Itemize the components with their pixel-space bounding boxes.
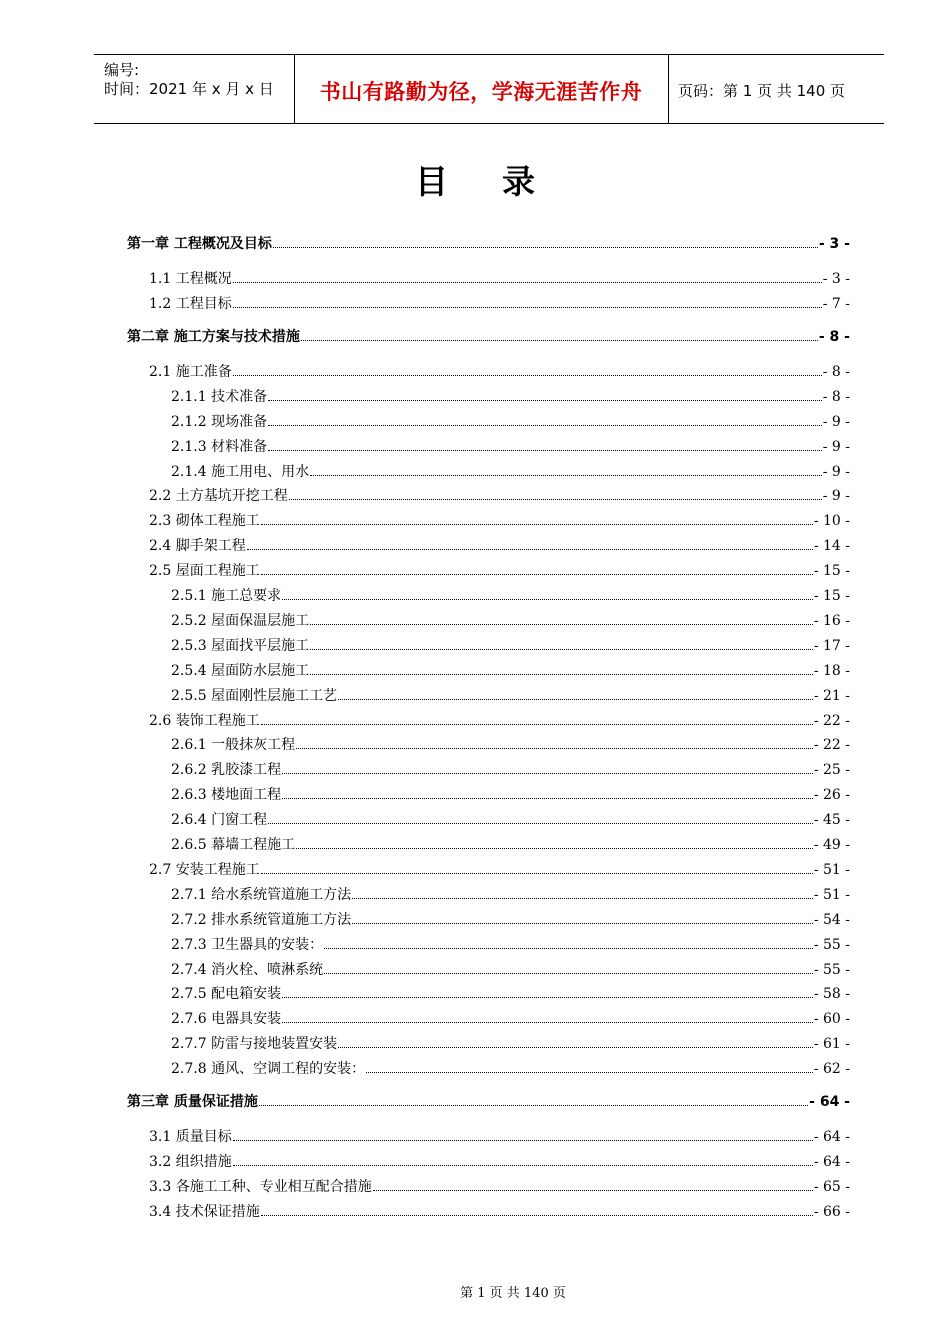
toc-entry-page: - 60 - [813, 1011, 850, 1028]
toc-entry-page: - 55 - [813, 961, 850, 978]
toc-entry-label: 2.5.4 屋面防水层施工 [171, 662, 310, 679]
toc-entry[interactable] [171, 386, 850, 406]
toc-dot-leader [338, 698, 813, 700]
toc-entry-label: 第一章 工程概况及目标 [127, 236, 272, 252]
toc-entry-label: 2.7.1 给水系统管道施工方法 [171, 886, 352, 903]
toc-dot-leader [296, 747, 813, 749]
toc-dot-leader [233, 1164, 813, 1166]
toc-entry[interactable] [171, 834, 850, 854]
toc-entry-label: 2.6.2 乳胶漆工程 [171, 762, 282, 779]
toc-dot-leader [259, 1104, 808, 1106]
toc-entry-label: 2.6.3 楼地面工程 [171, 787, 282, 804]
toc-entry-page: - 51 - [813, 861, 850, 878]
toc-dot-leader [268, 424, 822, 426]
toc-entry-page: - 61 - [813, 1036, 850, 1053]
toc-dot-leader [247, 548, 813, 550]
toc-entry-label: 2.1.1 技术准备 [171, 388, 268, 405]
toc-entry[interactable] [171, 934, 850, 954]
toc-entry-page: - 3 - [818, 236, 850, 252]
toc-dot-leader [282, 1021, 813, 1023]
toc-entry-page: - 8 - [822, 363, 850, 380]
toc-entry[interactable] [171, 635, 850, 655]
toc-entry-label: 2.1.4 施工用电、用水 [171, 463, 310, 480]
toc-entry[interactable] [127, 326, 850, 346]
toc-entry-page: - 9 - [822, 463, 850, 480]
toc-dot-leader [310, 623, 813, 625]
toc-entry-page: - 45 - [813, 812, 850, 829]
toc-dot-leader [289, 498, 822, 500]
toc-entry-page: - 8 - [822, 388, 850, 405]
toc-entry-label: 2.1.2 现场准备 [171, 413, 268, 430]
toc-entry-label: 2.7.3 卫生器具的安装： [171, 936, 324, 953]
toc-entry-label: 3.3 各施工工种、专业相互配合措施 [149, 1178, 372, 1195]
toc-entry-label: 2.6.5 幕墙工程施工 [171, 837, 296, 853]
toc-entry-page: - 9 - [822, 413, 850, 430]
toc-entry-label: 2.5 屋面工程施工 [149, 563, 260, 580]
toc-entry-label: 第三章 质量保证措施 [127, 1094, 258, 1111]
toc-entry[interactable] [149, 560, 850, 580]
toc-dot-leader [282, 598, 813, 600]
toc-entry-page: - 9 - [822, 488, 850, 505]
toc-entry[interactable] [171, 983, 850, 1003]
toc-entry-page: - 58 - [813, 986, 850, 1003]
toc-entry-page: - 8 - [818, 328, 850, 345]
toc-entry[interactable] [127, 1091, 850, 1111]
toc-entry[interactable] [171, 1058, 850, 1078]
toc-entry-page: - 64 - [813, 1129, 850, 1146]
toc-entry[interactable] [149, 268, 850, 288]
toc-entry[interactable] [171, 610, 850, 630]
toc-dot-leader [261, 523, 813, 525]
toc-entry[interactable] [149, 293, 850, 313]
toc-dot-leader [233, 306, 822, 308]
toc-dot-leader [261, 723, 813, 725]
toc-entry[interactable] [171, 1008, 850, 1028]
toc-entry-page: - 9 - [822, 438, 850, 455]
toc-entry[interactable] [149, 510, 850, 530]
toc-entry-label: 2.1 施工准备 [149, 363, 232, 380]
toc-entry[interactable] [171, 685, 850, 705]
toc-entry-page: - 14 - [813, 538, 850, 555]
toc-entry-label: 2.3 砌体工程施工 [149, 513, 260, 530]
toc-entry-page: - 3 - [822, 271, 850, 287]
toc-entry-page: - 55 - [813, 936, 850, 953]
toc-entry[interactable] [171, 411, 850, 431]
toc-entry-label: 2.6.4 门窗工程 [171, 812, 268, 829]
toc-entry-label: 2.2 土方基坑开挖工程 [149, 488, 288, 505]
title-char-1: 目 [415, 162, 448, 201]
toc-entry-page: - 10 - [813, 513, 850, 530]
serial-label: 编号: [104, 61, 140, 79]
toc-entry-label: 2.7.5 配电箱安装 [171, 986, 282, 1003]
toc-entry-page: - 25 - [813, 762, 850, 779]
toc-entry-label: 2.7.7 防雷与接地装置安装 [171, 1036, 338, 1053]
toc-dot-leader [282, 996, 813, 998]
toc-entry-label: 2.6 装饰工程施工 [149, 712, 260, 729]
toc-entry[interactable] [149, 1126, 850, 1146]
toc-entry[interactable] [127, 233, 850, 253]
toc-dot-leader [296, 847, 813, 849]
toc-entry-page: - 17 - [813, 637, 850, 654]
toc-dot-leader [352, 897, 813, 899]
toc-dot-leader [233, 374, 822, 376]
toc-entry-page: - 62 - [813, 1061, 850, 1078]
toc-entry[interactable] [171, 809, 850, 829]
toc-entry[interactable] [171, 436, 850, 456]
toc-entry-label: 1.2 工程目标 [149, 295, 232, 312]
toc-entry[interactable] [149, 710, 850, 730]
title-char-2: 录 [502, 162, 535, 201]
toc-entry-label: 2.7.2 排水系统管道施工方法 [171, 911, 352, 928]
time-label: 时间：2021 年 x 月 x 日 [104, 80, 274, 98]
toc-entry-label: 2.5.1 施工总要求 [171, 588, 282, 604]
toc-entry-label: 2.5.5 屋面刚性层施工工艺 [171, 687, 338, 704]
toc-entry-label: 2.5.3 屋面找平层施工 [171, 637, 310, 654]
toc-entry-label: 2.4 脚手架工程 [149, 538, 246, 555]
toc-entry[interactable] [171, 884, 850, 904]
toc-entry-label: 2.7.8 通风、空调工程的安装： [171, 1061, 366, 1078]
toc-entry[interactable] [149, 1151, 850, 1171]
toc-dot-leader [268, 449, 822, 451]
toc-entry-page: - 54 - [813, 911, 850, 928]
toc-dot-leader [373, 1189, 813, 1191]
toc-entry-page: - 64 - [809, 1094, 850, 1111]
toc-entry-page: - 21 - [813, 687, 850, 704]
toc-entry-page: - 51 - [813, 886, 850, 903]
toc-dot-leader [366, 1071, 813, 1073]
toc-entry-page: - 22 - [813, 737, 850, 754]
toc-entry-label: 2.1.3 材料准备 [171, 438, 268, 455]
toc-dot-leader [310, 673, 813, 675]
toc-entry-label: 2.5.2 屋面保温层施工 [171, 612, 310, 629]
toc-entry-label: 2.7 安装工程施工 [149, 861, 260, 878]
toc-dot-leader [233, 1139, 813, 1141]
toc-dot-leader [324, 947, 813, 949]
toc-dot-leader [282, 772, 813, 774]
toc-entry-page: - 26 - [813, 787, 850, 804]
toc-entry[interactable] [171, 660, 850, 680]
toc-entry[interactable] [171, 959, 850, 979]
toc-entry-page: - 49 - [813, 837, 850, 853]
toc-entry[interactable] [171, 784, 850, 804]
toc-entry[interactable] [171, 461, 850, 481]
toc-entry-label: 第二章 施工方案与技术措施 [127, 328, 300, 345]
toc-entry[interactable] [149, 859, 850, 879]
toc-dot-leader [310, 648, 813, 650]
toc-entry-label: 3.1 质量目标 [149, 1129, 232, 1146]
toc-entry[interactable] [149, 361, 850, 381]
toc-entry-label: 3.2 组织措施 [149, 1154, 232, 1170]
toc-dot-leader [352, 922, 813, 924]
toc-dot-leader [301, 339, 818, 341]
toc-dot-leader [261, 872, 813, 874]
toc-entry-page: - 18 - [813, 662, 850, 679]
toc-dot-leader [310, 474, 822, 476]
toc-entry-page: - 16 - [813, 612, 850, 629]
toc-entry-label: 2.6.1 一般抹灰工程 [171, 737, 296, 754]
toc-entry-label: 2.7.4 消火栓、喷淋系统 [171, 961, 324, 978]
toc-dot-leader [273, 246, 818, 248]
toc-entry-page: - 65 - [813, 1178, 850, 1195]
toc-dot-leader [268, 399, 822, 401]
toc-entry[interactable] [149, 1201, 850, 1221]
toc-entry-page: - 64 - [813, 1154, 850, 1170]
toc-entry[interactable] [171, 759, 850, 779]
toc-entry-page: - 66 - [813, 1203, 850, 1220]
toc-entry-page: - 15 - [813, 588, 850, 604]
toc-entry-page: - 7 - [822, 295, 850, 312]
toc-dot-leader [268, 822, 813, 824]
toc-entry-label: 2.7.6 电器具安装 [171, 1011, 282, 1028]
toc-dot-leader [338, 1046, 813, 1048]
toc-entry-page: - 15 - [813, 563, 850, 580]
toc-entry[interactable] [171, 734, 850, 754]
toc-entry[interactable] [149, 535, 850, 555]
toc-dot-leader [324, 972, 813, 974]
toc-entry[interactable] [149, 1176, 850, 1196]
toc-entry[interactable] [149, 485, 850, 505]
toc-dot-leader [261, 1214, 813, 1216]
toc-entry-page: - 22 - [813, 712, 850, 729]
toc-entry[interactable] [171, 1033, 850, 1053]
motto-text: 书山有路勤为径，学海无涯苦作舟 [319, 80, 643, 104]
toc-entry-label: 3.4 技术保证措施 [149, 1203, 260, 1220]
toc-entry-label: 1.1 工程概况 [149, 271, 232, 287]
toc-dot-leader [261, 573, 813, 575]
page-footer: 第 1 页 共 140 页 [460, 1286, 566, 1301]
toc-dot-leader [233, 281, 822, 283]
toc-entry[interactable] [171, 585, 850, 605]
toc-entry[interactable] [171, 909, 850, 929]
page-code: 页码：第 1 页 共 140 页 [678, 82, 846, 100]
toc-dot-leader [282, 797, 813, 799]
